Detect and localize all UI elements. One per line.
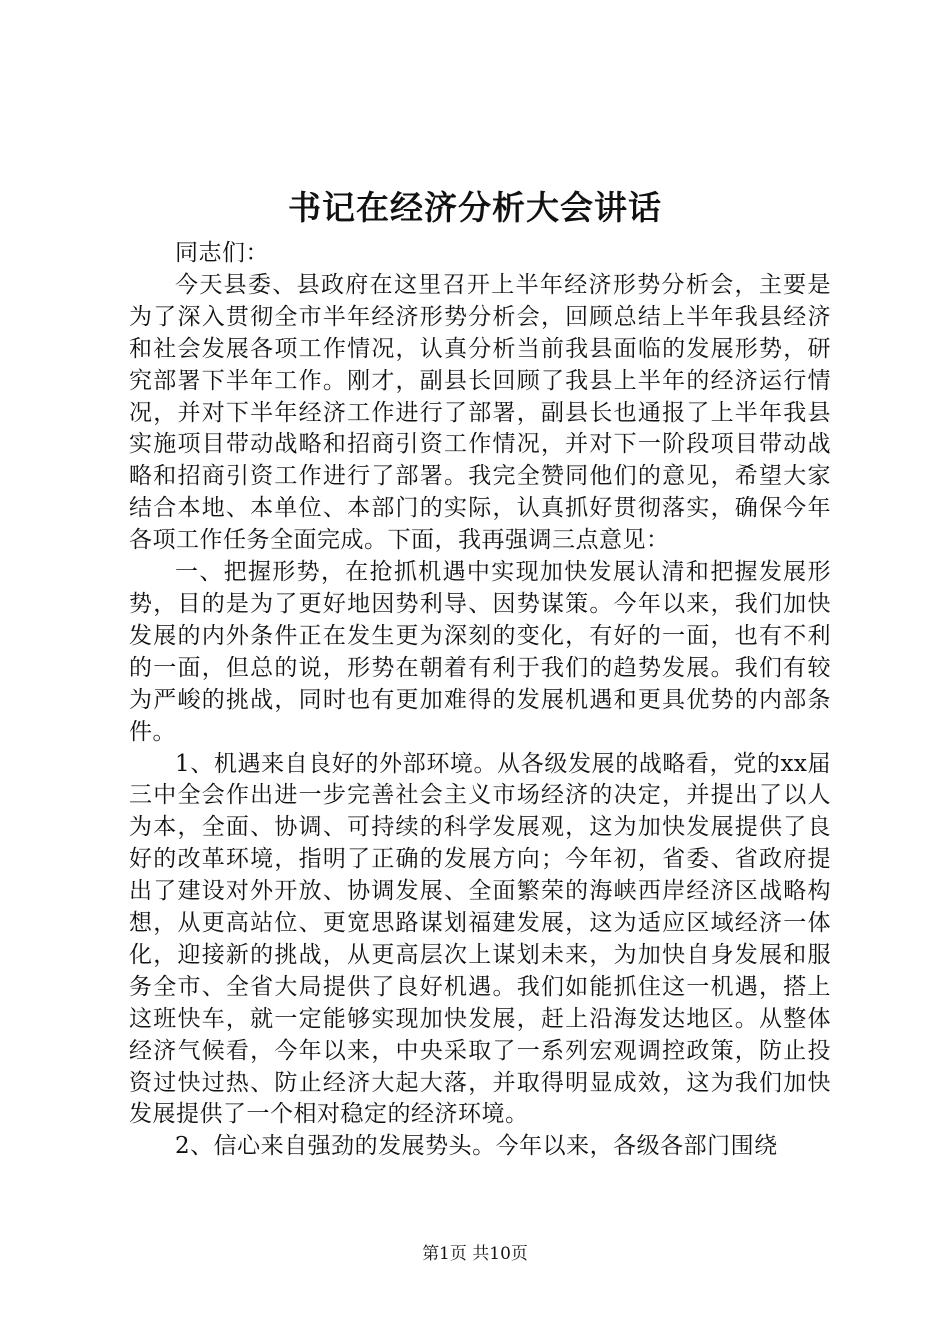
paragraph-point-1: 1、机遇来自良好的外部环境。从各级发展的战略看，党的xx届三中全会作出进一步完善社会主义市场经济的决定，并提出了以人为本，全面、协调、可持续的科学发展观，这为加快发展提供了良好的改革环境，指明了正确的发展方向；今年初，省委、省政府提出了建设对外开放、协调发展、全面繁荣的海峡西岸经济区战略构想，从更高站位、更宽思路谋划福建发展，这为适应区域经济一体化，迎接新的挑战，从更高层次上谋划未来，为加快自身发展和服务全市、全省大局提供了良好机遇。我们如能抓住这一机遇，搭上这班快车，就一定能够实现加快发展，赶上沿海发达地区。从整体经济气候看，今年以来，中央采取了一系列宏观调控政策，防止投资过快过热、防止经济大起大落，并取得明显成效，这为我们加快发展提供了一个相对稳定的经济环境。 — [129, 750, 831, 1128]
document-body — [129, 238, 831, 1163]
document-title: 书记在经济分析大会讲话 — [288, 188, 662, 227]
paragraph-point-2: 2、信心来自强劲的发展势头。今年以来，各级各部门围绕 — [175, 1133, 778, 1160]
paragraph-section-1: 一、把握形势，在抢抓机遇中实现加快发展认清和把握发展形势，目的是为了更好地因势利导、因势谋策。今年以来，我们加快发展的内外条件正在发生更为深刻的变化，有好的一面，也有不利的一面，但总的说，形势在朝着有利于我们的趋势发展。我们有较为严峻的挑战，同时也有更加难得的发展机遇和更具优势的内部条件。 — [129, 559, 831, 745]
paragraph-intro: 今天县委、县政府在这里召开上半年经济形势分析会，主要是为了深入贯彻全市半年经济形势分析会，回顾总结上半年我县经济和社会发展各项工作情况，认真分析当前我县面临的发展形势，研究部署下半年工作。刚才，副县长回顾了我县上半年的经济运行情况，并对下半年经济工作进行了部署，副县长也通报了上半年我县实施项目带动战略和招商引资工作情况，并对下一阶段项目带动战略和招商引资工作进行了部署。我完全赞同他们的意见，希望大家结合本地、本单位、本部门的实际，认真抓好贯彻落实，确保今年各项工作任务全面完成。下面，我再强调三点意见： — [129, 271, 831, 554]
salutation: 同志们： — [175, 240, 269, 266]
page-footer: 第1页 共10页 — [422, 1244, 528, 1264]
